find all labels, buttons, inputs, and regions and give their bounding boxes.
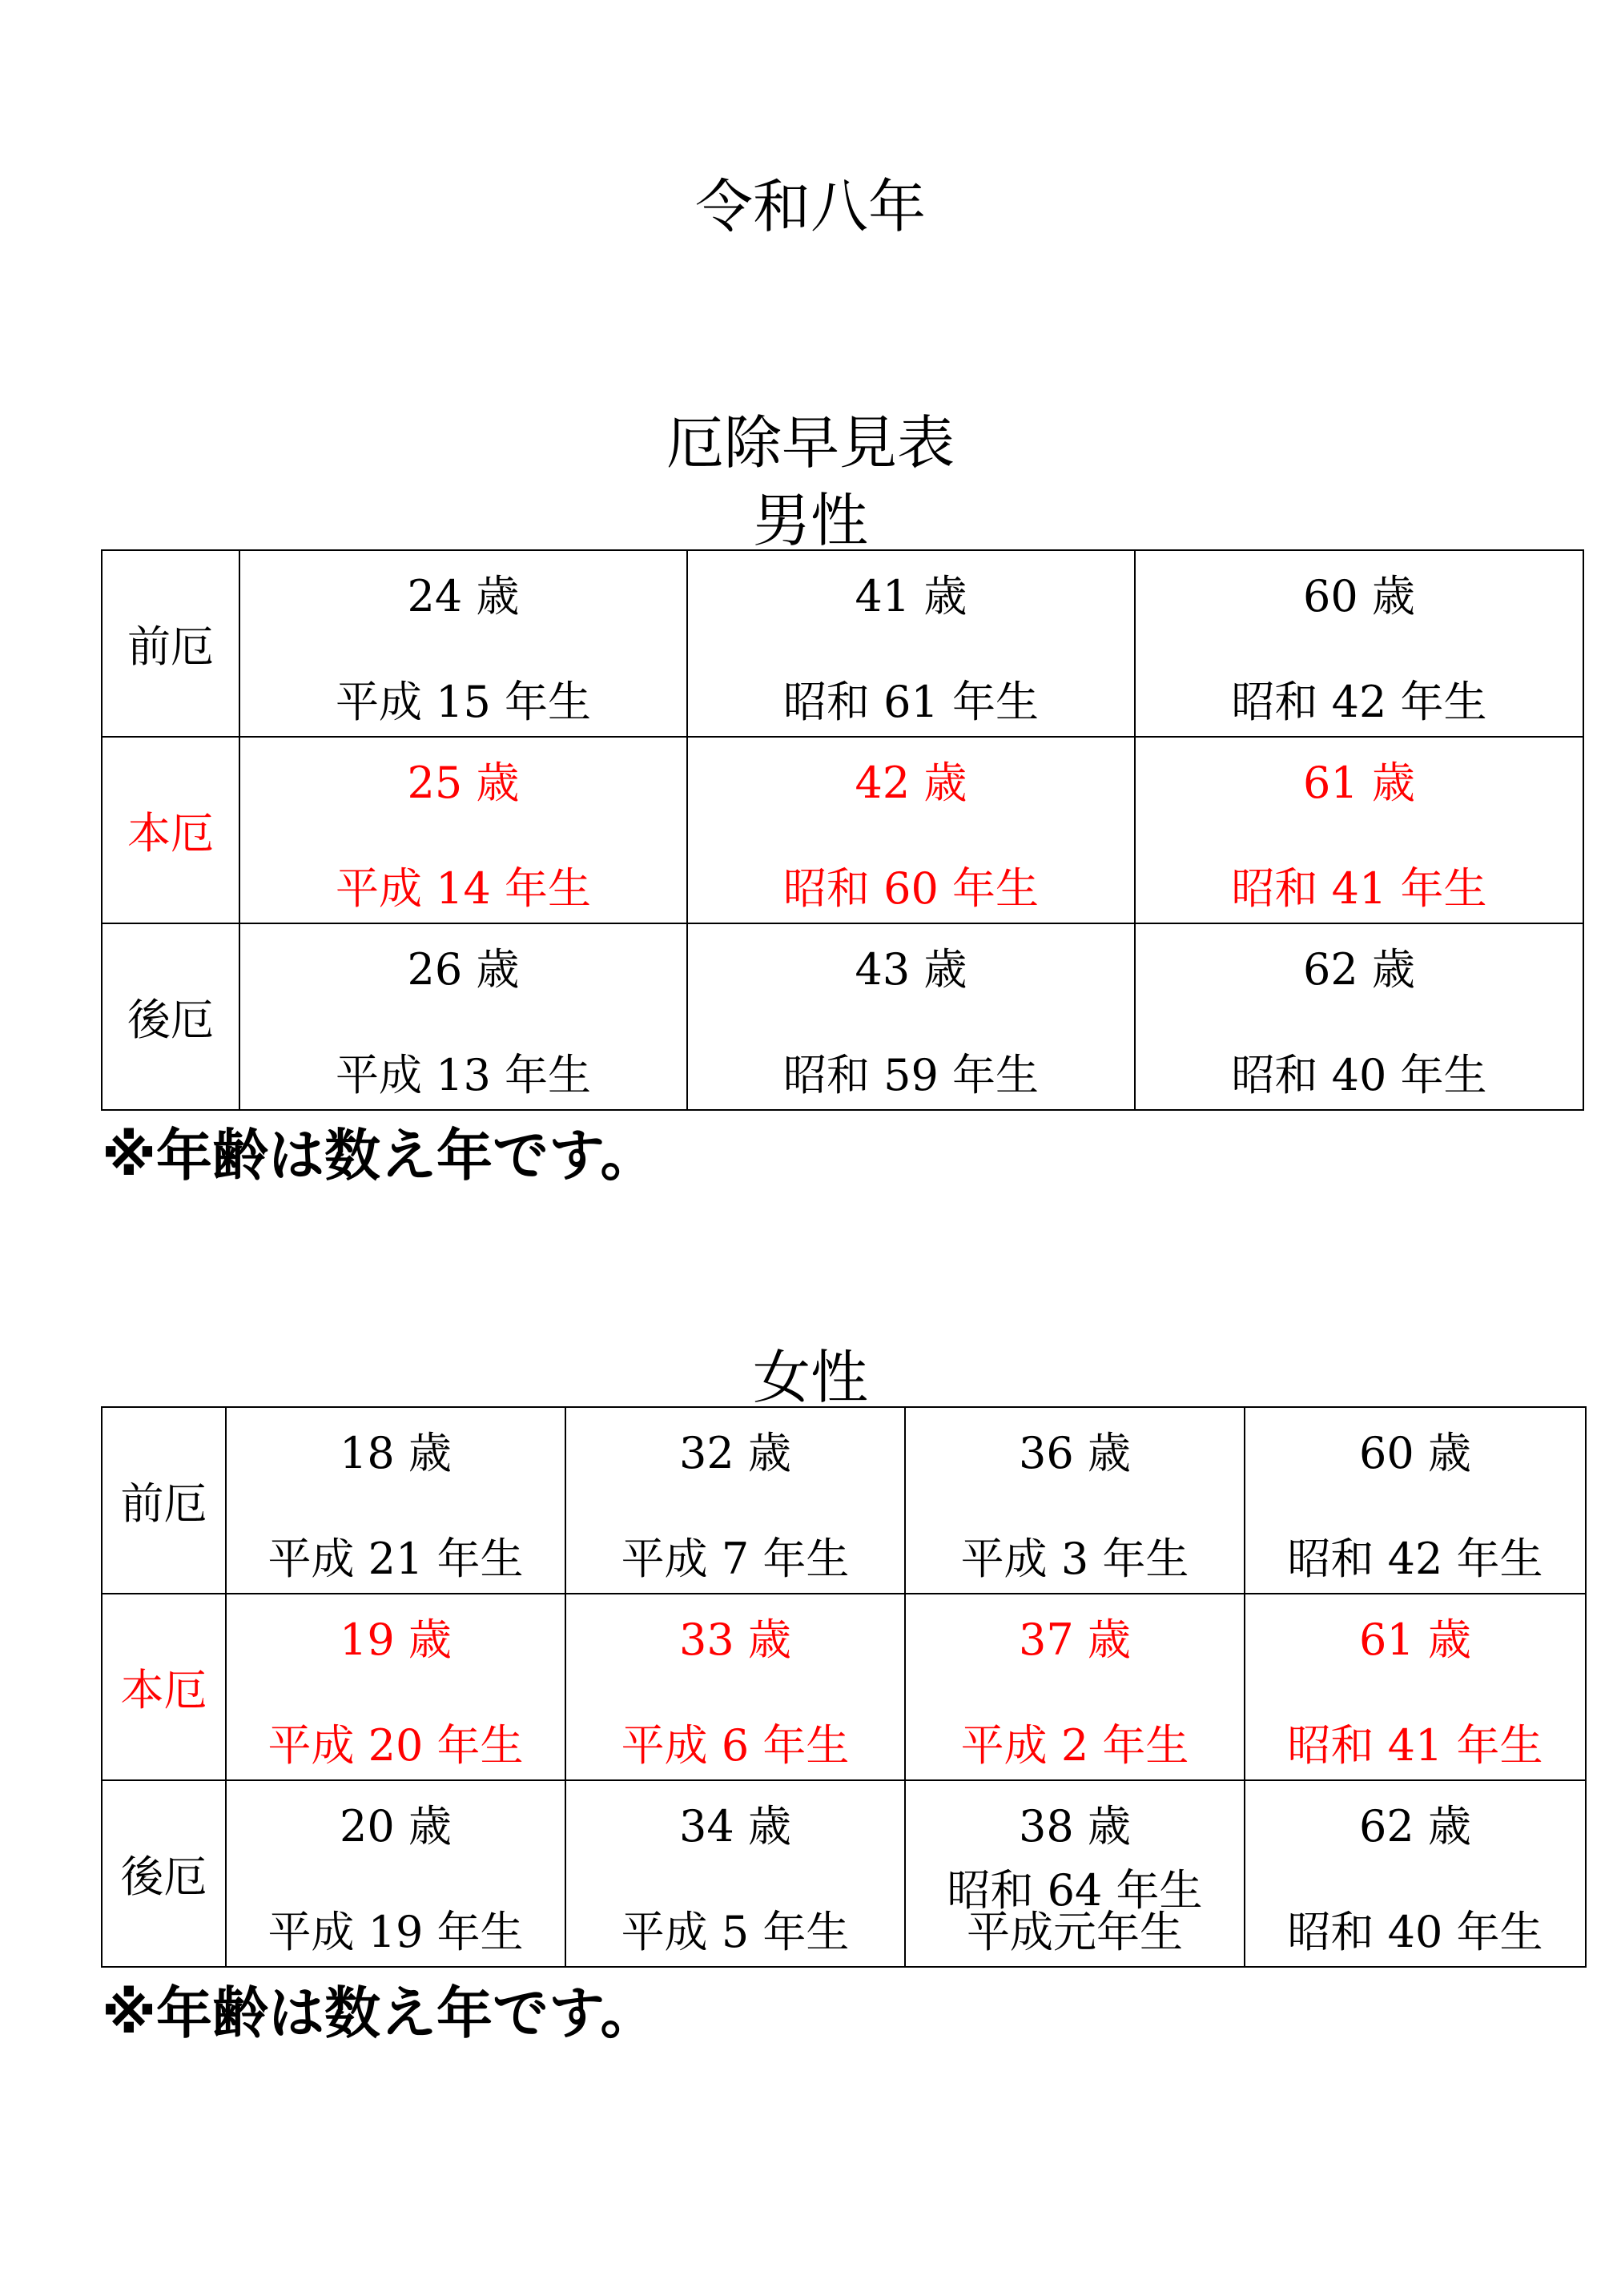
birth-year-text: 昭和 42 年生 xyxy=(1287,1534,1543,1584)
row-label-maeyaku: 前厄 xyxy=(102,550,239,737)
female-heading: 女性 xyxy=(752,1344,868,1411)
age-cell xyxy=(687,737,1135,923)
male-heading: 男性 xyxy=(752,487,868,554)
birth-year-text: 昭和 40 年生 xyxy=(1231,1050,1487,1100)
table-row xyxy=(102,1407,1586,1594)
birth-year-text: 平成 14 年生 xyxy=(335,863,592,914)
row-label-honyaku: 本厄 xyxy=(102,737,239,923)
age-cell xyxy=(565,1780,905,1967)
age-cell xyxy=(905,1780,1245,1967)
table-row xyxy=(102,1594,1586,1780)
birth-year-text: 平成 2 年生 xyxy=(960,1720,1189,1771)
birth-year-text: 平成元年生 xyxy=(967,1907,1183,1957)
female-footnote: ※年齢は数え年です。 xyxy=(102,1980,657,2046)
age-cell xyxy=(687,550,1135,737)
age-cell xyxy=(239,923,687,1110)
age-cell xyxy=(226,1780,565,1967)
age-cell xyxy=(905,1407,1245,1594)
age-text: 25 歳 xyxy=(407,758,520,808)
age-text: 32 歳 xyxy=(679,1428,791,1478)
age-cell xyxy=(1245,1780,1586,1967)
birth-year-text: 昭和 41 年生 xyxy=(1287,1720,1543,1771)
birth-year-text: 昭和 41 年生 xyxy=(1231,863,1487,914)
birth-year-text: 平成 20 年生 xyxy=(267,1720,524,1771)
age-text: 19 歳 xyxy=(340,1614,452,1665)
age-cell xyxy=(1135,923,1583,1110)
age-text: 36 歳 xyxy=(1019,1428,1131,1478)
age-text: 37 歳 xyxy=(1019,1614,1131,1665)
age-text: 41 歳 xyxy=(855,571,967,621)
age-cell xyxy=(1135,550,1583,737)
age-text: 38 歳 xyxy=(1019,1801,1131,1852)
birth-year-text: 昭和 61 年生 xyxy=(782,677,1040,727)
birth-year-text: 昭和 60 年生 xyxy=(782,863,1040,914)
age-text: 24 歳 xyxy=(407,571,520,621)
age-cell xyxy=(565,1407,905,1594)
birth-year-text: 平成 6 年生 xyxy=(621,1720,850,1771)
age-text: 33 歳 xyxy=(679,1614,791,1665)
row-label-maeyaku: 前厄 xyxy=(102,1407,226,1594)
birth-year-text: 平成 3 年生 xyxy=(960,1534,1189,1584)
birth-year-text: 昭和 59 年生 xyxy=(782,1050,1040,1100)
birth-year-text: 昭和 40 年生 xyxy=(1287,1907,1543,1957)
row-label-honyaku: 本厄 xyxy=(102,1594,226,1780)
table-row xyxy=(102,550,1583,737)
birth-year-text: 平成 15 年生 xyxy=(335,677,592,727)
table-row xyxy=(102,923,1583,1110)
age-text: 60 歳 xyxy=(1359,1428,1471,1478)
table-row xyxy=(102,737,1583,923)
age-cell xyxy=(565,1594,905,1780)
age-cell xyxy=(905,1594,1245,1780)
birth-year-text: 昭和 64 年生 xyxy=(947,1865,1203,1916)
age-cell xyxy=(239,737,687,923)
age-text: 26 歳 xyxy=(407,944,520,995)
male-yakudoshi-table xyxy=(101,549,1584,1111)
age-text: 61 歳 xyxy=(1303,758,1415,808)
age-cell xyxy=(239,550,687,737)
age-text: 18 歳 xyxy=(340,1428,452,1478)
age-text: 43 歳 xyxy=(855,944,967,995)
age-text: 42 歳 xyxy=(855,758,967,808)
page-title: 厄除早見表 xyxy=(666,409,955,476)
age-text: 62 歳 xyxy=(1303,944,1415,995)
age-cell xyxy=(1245,1594,1586,1780)
birth-year-text: 平成 21 年生 xyxy=(267,1534,524,1584)
age-cell xyxy=(226,1594,565,1780)
age-cell xyxy=(1135,737,1583,923)
age-text: 60 歳 xyxy=(1303,571,1415,621)
age-text: 34 歳 xyxy=(679,1801,791,1852)
age-text: 61 歳 xyxy=(1359,1614,1471,1665)
birth-year-text: 昭和 42 年生 xyxy=(1231,677,1487,727)
row-label-atoyaku: 後厄 xyxy=(102,923,239,1110)
era-title: 令和八年 xyxy=(694,173,926,240)
age-cell xyxy=(226,1407,565,1594)
row-label-atoyaku: 後厄 xyxy=(102,1780,226,1967)
age-cell xyxy=(687,923,1135,1110)
birth-year-text: 平成 13 年生 xyxy=(335,1050,592,1100)
age-text: 62 歳 xyxy=(1359,1801,1471,1852)
table-row xyxy=(102,1780,1586,1967)
birth-year-text: 平成 7 年生 xyxy=(621,1534,850,1584)
birth-year-text: 平成 5 年生 xyxy=(621,1907,850,1957)
male-footnote: ※年齢は数え年です。 xyxy=(102,1123,657,1188)
age-text: 20 歳 xyxy=(340,1801,452,1852)
female-yakudoshi-table xyxy=(101,1406,1587,1968)
age-cell xyxy=(1245,1407,1586,1594)
birth-year-text: 平成 19 年生 xyxy=(267,1907,524,1957)
